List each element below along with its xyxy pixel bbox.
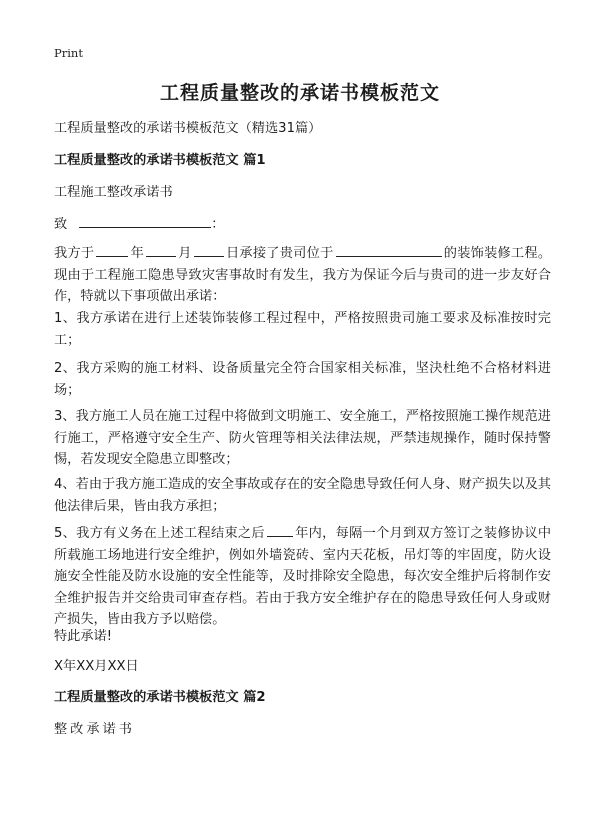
intro-text-4: 日承接了贵司位于 xyxy=(225,246,334,261)
intro-text-rest: 程。现由于工程施工隐患导致灾害事故时有发生，我方为保证今后与贵司的进一步友好合作，特就以下事项做出承诺： xyxy=(54,246,552,304)
signature-date: X年XX月XX日 xyxy=(54,659,139,674)
intro-text-3: 月 xyxy=(178,246,192,261)
closing-text: 特此承诺! xyxy=(54,629,113,644)
intro-text-1: 我方于 xyxy=(54,246,95,261)
year-blank xyxy=(96,242,128,257)
addressee-line xyxy=(54,213,551,235)
item-5-text-b: 年内，每隔一个月到双方签订之装修协议中所载施工场地进行安全维护，例如外墙瓷砖、室内天花板，吊灯等的牢固度，防火设施安全性能及防水设施的安全性能等，及时排除安全隐患，每次安全维护后将制作安全维护报告并交给贵司审查存档。若由于我方安全维护存在的隐患导致任何人身或财产损失，皆由我方予以赔偿。 xyxy=(54,526,552,627)
addressee-prefix: 致 xyxy=(54,217,68,232)
section-1-heading: 工程质量整改的承诺书模板范文 篇1 xyxy=(54,153,266,168)
commitment-item-4: 4、若由于我方施工造成的安全事故或存在的安全隐患导致任何人身、财产损失以及其他法律后果，皆由我方承担； xyxy=(54,477,551,514)
location-blank xyxy=(336,242,442,257)
intro-text-2: 年 xyxy=(130,246,145,261)
page-title: 工程质量整改的承诺书模板范文 xyxy=(159,82,440,104)
month-blank xyxy=(146,242,176,257)
print-link[interactable]: Print xyxy=(54,46,83,60)
item-5-text-a: 5、我方有义务在上述工程结束之后 xyxy=(54,526,265,541)
day-blank xyxy=(194,242,224,257)
addressee-blank xyxy=(79,213,211,228)
section-2-heading: 工程质量整改的承诺书模板范文 篇2 xyxy=(54,690,266,705)
years-blank xyxy=(267,522,293,537)
commitment-item-2: 2、我方采购的施工材料、设备质量完全符合国家相关标准，坚決杜绝不合格材料进场； xyxy=(54,361,551,398)
commitment-item-3: 3、我方施工人员在施工过程中将做到文明施工、安全施工，严格按照施工操作规范进行施工，严格遵守安全生产、防火管理等相关法律法规，严禁违规操作，随时保持警惕，若发现安全隐患立即整改； xyxy=(54,409,551,467)
doc-subtitle: 工程质量整改的承诺书模板范文（精选31篇） xyxy=(54,121,322,136)
intro-text-5: 的装饰装修工 xyxy=(443,246,525,261)
intro-paragraph xyxy=(54,242,551,308)
commitment-item-5 xyxy=(54,522,551,631)
letter-title: 工程施工整改承诺书 xyxy=(54,185,173,200)
addressee-suffix: ： xyxy=(211,217,225,232)
section-2-letter-title: 整改承诺书 xyxy=(54,722,135,737)
commitment-item-1: 1、我方承诺在进行上述装饰装修工程过程中，严格按照贵司施工要求及标准按时完工； xyxy=(54,311,551,348)
